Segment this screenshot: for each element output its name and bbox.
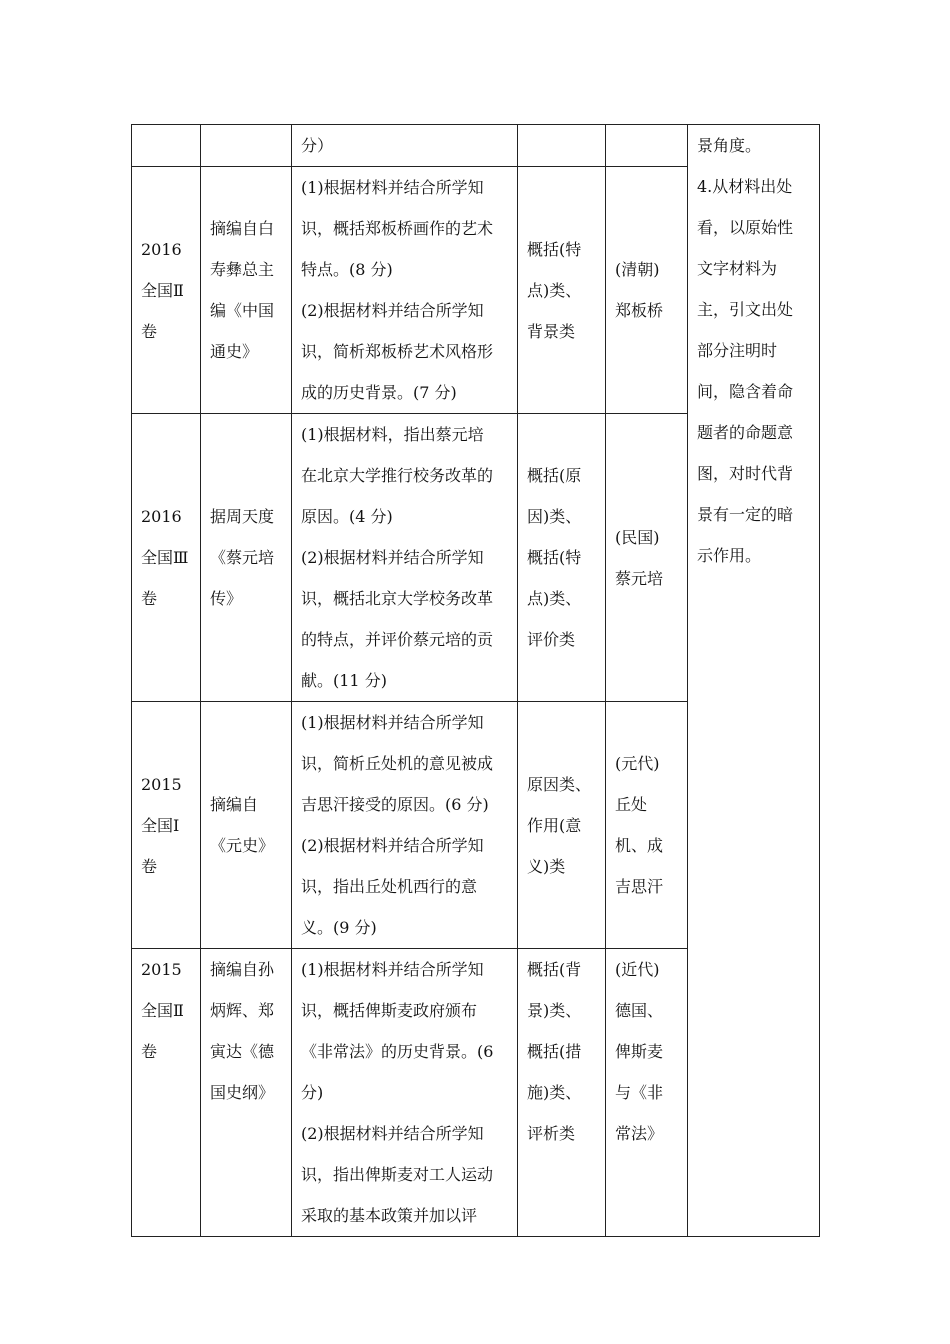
note-line: 景有一定的暗 bbox=[697, 505, 794, 524]
type-line: 概括(原 bbox=[527, 466, 582, 485]
subject-cell bbox=[606, 702, 688, 949]
notes-cell bbox=[688, 125, 820, 1237]
question-line: 识，概括郑板桥画作的艺术 bbox=[301, 219, 494, 238]
subject-cell bbox=[606, 949, 688, 1237]
exam-line: 全国Ⅱ bbox=[141, 280, 184, 300]
question-line: 识，简析丘处机的意见被成 bbox=[301, 754, 494, 773]
question-line: 在北京大学推行校务改革的 bbox=[301, 466, 494, 485]
note-line: 题者的命题意 bbox=[697, 423, 794, 442]
question-line: 识，指出丘处机西行的意 bbox=[301, 877, 478, 896]
question-line: (2)根据材料并结合所学知 bbox=[301, 836, 484, 855]
source-line: 《元史》 bbox=[210, 836, 275, 855]
type-line: 景)类、 bbox=[527, 1001, 582, 1020]
type-line: 施)类、 bbox=[527, 1083, 582, 1102]
exam-line: 2015 bbox=[141, 960, 182, 979]
exam-line: 全国Ⅰ bbox=[141, 815, 180, 835]
source-cell bbox=[201, 167, 292, 414]
subject-line: (近代) bbox=[615, 960, 660, 979]
exam-cell bbox=[132, 125, 201, 167]
subject-line: 吉思汗 bbox=[615, 877, 664, 896]
question-line: 《非常法》的历史背景。(6 bbox=[301, 1042, 494, 1061]
source-line: 摘编自 bbox=[210, 795, 259, 814]
note-line: 景角度。 bbox=[697, 136, 762, 155]
type-line: 原因类、 bbox=[527, 774, 592, 794]
subject-cell bbox=[606, 414, 688, 702]
exam-line: 全国Ⅲ bbox=[141, 548, 189, 567]
question-line: (1)根据材料并结合所学知 bbox=[301, 960, 484, 979]
questions-cell bbox=[292, 414, 518, 702]
type-line: 作用(意 bbox=[527, 815, 582, 835]
question-line: (2)根据材料并结合所学知 bbox=[301, 548, 484, 567]
type-line: 评析类 bbox=[527, 1124, 576, 1143]
subject-line: 与《非 bbox=[615, 1083, 664, 1102]
question-line: 吉思汗接受的原因。(6 分) bbox=[301, 795, 489, 814]
exam-cell bbox=[132, 414, 201, 702]
question-line: (2)根据材料并结合所学知 bbox=[301, 301, 484, 320]
question-line: (2)根据材料并结合所学知 bbox=[301, 1124, 484, 1143]
exam-cell bbox=[132, 702, 201, 949]
exam-line: 2015 bbox=[141, 774, 182, 794]
type-line: 点)类、 bbox=[527, 589, 582, 608]
subject-line: (清朝) bbox=[615, 260, 660, 279]
source-line: 摘编自白 bbox=[210, 219, 275, 238]
note-line: 主，引文出处 bbox=[697, 300, 794, 319]
question-line: 献。(11 分) bbox=[301, 671, 387, 690]
subject-line: 郑板桥 bbox=[615, 301, 664, 320]
source-cell bbox=[201, 414, 292, 702]
questions-cell bbox=[292, 167, 518, 414]
subject-line: (元代) bbox=[615, 754, 660, 773]
question-line: 成的历史背景。(7 分) bbox=[301, 383, 457, 402]
exam-line: 2016 bbox=[141, 507, 182, 526]
exam-cell bbox=[132, 167, 201, 414]
source-line: 据周天度 bbox=[210, 507, 275, 526]
type-cell bbox=[518, 949, 606, 1237]
source-line: 传》 bbox=[210, 589, 243, 608]
type-cell bbox=[518, 414, 606, 702]
table-row-continued bbox=[132, 125, 820, 167]
subject-line: 德国、 bbox=[615, 1001, 664, 1020]
question-line: (1)根据材料并结合所学知 bbox=[301, 713, 484, 732]
note-line: 示作用。 bbox=[697, 546, 762, 565]
type-cell bbox=[518, 167, 606, 414]
source-cell bbox=[201, 702, 292, 949]
questions-cell bbox=[292, 125, 518, 167]
source-line: 寅达《德 bbox=[210, 1042, 275, 1061]
question-line: (1)根据材料并结合所学知 bbox=[301, 178, 484, 197]
exam-line: 卷 bbox=[141, 589, 158, 608]
type-line: 概括(特 bbox=[527, 239, 582, 259]
type-line: 概括(特 bbox=[527, 548, 582, 567]
type-line: 点)类、 bbox=[527, 280, 582, 300]
question-line: 分) bbox=[301, 1083, 324, 1102]
exam-line: 全国Ⅱ bbox=[141, 1001, 184, 1020]
subject-cell bbox=[606, 125, 688, 167]
source-line: 摘编自孙 bbox=[210, 960, 275, 979]
exam-cell bbox=[132, 949, 201, 1237]
question-line: 识，简析郑板桥艺术风格形 bbox=[301, 342, 494, 361]
source-cell bbox=[201, 949, 292, 1237]
type-cell bbox=[518, 702, 606, 949]
note-line: 看，以原始性 bbox=[697, 218, 794, 237]
subject-line: 蔡元培 bbox=[615, 568, 664, 588]
source-line: 寿彝总主 bbox=[210, 260, 275, 279]
source-cell bbox=[201, 125, 292, 167]
question-line: 识，概括北京大学校务改革 bbox=[301, 589, 494, 608]
source-line: 《蔡元培 bbox=[210, 548, 275, 567]
subject-line: 常法》 bbox=[615, 1124, 664, 1143]
note-line: 间，隐含着命 bbox=[697, 382, 794, 401]
subject-line: (民国) bbox=[615, 527, 660, 547]
question-line: 识，指出俾斯麦对工人运动 bbox=[301, 1165, 494, 1184]
note-line: 文字材料为 bbox=[697, 259, 778, 278]
note-line: 4.从材料出处 bbox=[697, 177, 793, 196]
note-line: 部分注明时 bbox=[697, 341, 778, 360]
question-line: 原因。(4 分) bbox=[301, 507, 393, 526]
exam-analysis-table bbox=[131, 124, 820, 1237]
source-line: 通史》 bbox=[210, 342, 259, 361]
question-line: 识，概括俾斯麦政府颁布 bbox=[301, 1001, 478, 1020]
type-line: 因)类、 bbox=[527, 507, 582, 526]
type-line: 背景类 bbox=[527, 321, 576, 341]
exam-line: 卷 bbox=[141, 321, 158, 341]
source-line: 编《中国 bbox=[210, 301, 275, 320]
source-line: 国史纲》 bbox=[210, 1083, 275, 1102]
subject-line: 丘处 bbox=[615, 795, 648, 814]
subject-cell bbox=[606, 167, 688, 414]
question-line: 的特点，并评价蔡元培的贡 bbox=[301, 630, 494, 649]
exam-line: 卷 bbox=[141, 1042, 158, 1061]
questions-cell bbox=[292, 702, 518, 949]
source-line: 炳辉、郑 bbox=[210, 1001, 275, 1020]
exam-line: 2016 bbox=[141, 239, 182, 259]
subject-line: 机、成 bbox=[615, 836, 664, 855]
question-line: 采取的基本政策并加以评 bbox=[301, 1206, 478, 1225]
question-line: 义。(9 分) bbox=[301, 918, 377, 937]
note-line: 图，对时代背 bbox=[697, 464, 794, 483]
exam-line: 卷 bbox=[141, 856, 158, 876]
type-cell bbox=[518, 125, 606, 167]
type-line: 评价类 bbox=[527, 630, 576, 649]
question-line: 分） bbox=[301, 136, 334, 155]
type-line: 概括(背 bbox=[527, 960, 582, 979]
type-line: 义)类 bbox=[527, 856, 566, 876]
subject-line: 俾斯麦 bbox=[615, 1042, 664, 1061]
questions-cell bbox=[292, 949, 518, 1237]
type-line: 概括(措 bbox=[527, 1042, 582, 1061]
question-line: (1)根据材料，指出蔡元培 bbox=[301, 425, 484, 444]
question-line: 特点。(8 分) bbox=[301, 260, 393, 279]
